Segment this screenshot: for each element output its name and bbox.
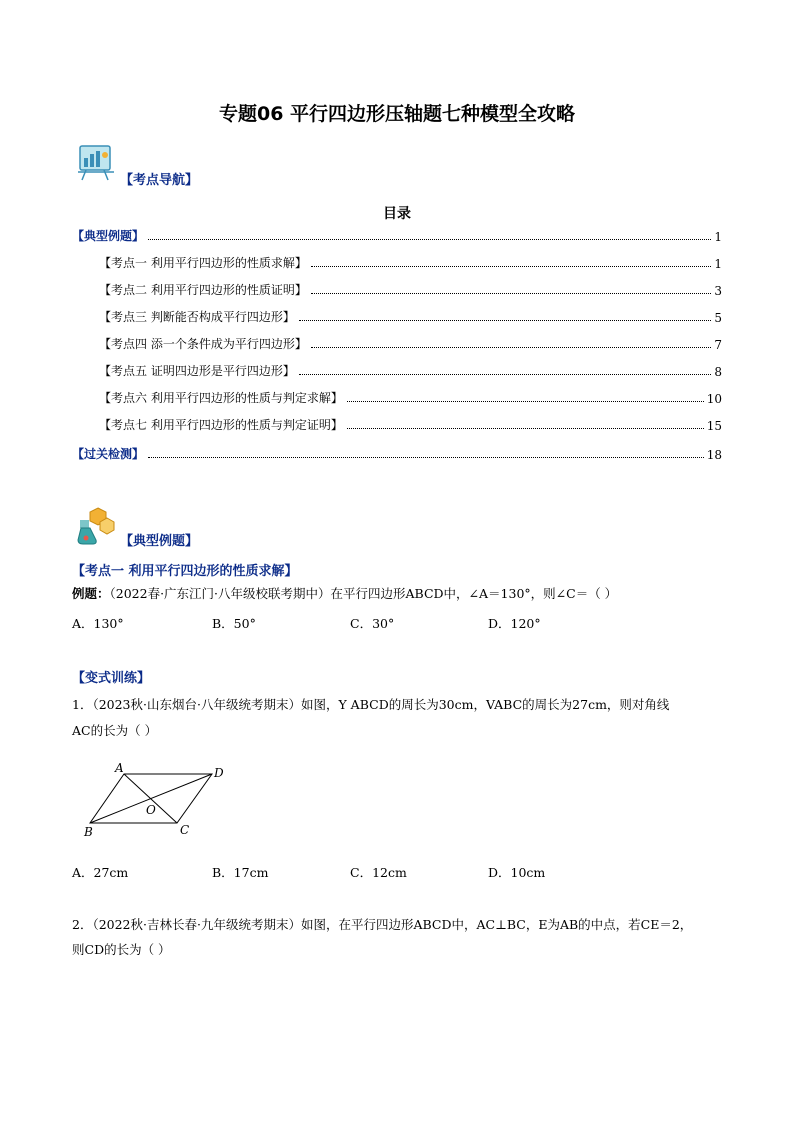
toc-item-page: 5 xyxy=(714,311,722,325)
toc-title: 目录 xyxy=(383,206,411,222)
toc-item[interactable] xyxy=(99,415,722,433)
toc-leader xyxy=(299,320,712,321)
toc-item[interactable] xyxy=(99,361,722,379)
q1-option-a[interactable]: A．27cm xyxy=(72,865,129,880)
example-label: 例题： xyxy=(72,586,110,601)
toc-item-page: 15 xyxy=(706,419,722,433)
toc-item-label: 【典型例题】 xyxy=(72,229,145,243)
q2-line-2: 则CD的长为（ ） xyxy=(72,942,171,957)
point-label-a: A xyxy=(115,761,124,775)
toc-leader xyxy=(311,347,712,348)
toc-leader xyxy=(299,374,712,375)
toc-leader xyxy=(347,428,704,429)
toc-item[interactable] xyxy=(72,444,722,462)
toc-item-label: 【考点一 利用平行四边形的性质求解】 xyxy=(99,256,307,270)
toc-item[interactable] xyxy=(99,388,722,406)
toc-item-label: 【考点三 判断能否构成平行四边形】 xyxy=(99,310,295,324)
toc-item[interactable] xyxy=(99,307,722,325)
toc-item-label: 【考点二 利用平行四边形的性质证明】 xyxy=(99,283,307,297)
toc-leader xyxy=(347,401,704,402)
q1-option-c[interactable]: C．12cm xyxy=(350,865,407,880)
toc-item-page: 1 xyxy=(714,230,722,244)
q2-line-1: 2．（2022秋·吉林长春·九年级统考期末）如图，在平行四边形ABCD中，AC⊥BC，E为AB的中点，若CE＝2， xyxy=(72,917,693,932)
presentation-board-icon xyxy=(76,142,116,182)
parallelogram-figure xyxy=(80,760,240,845)
toc-item-page: 1 xyxy=(714,257,722,271)
point-label-c: C xyxy=(180,823,190,837)
example-text: （2022春·广东江门·八年级校联考期中）在平行四边形ABCD中，∠A＝130°，则∠C＝（ ） xyxy=(109,586,618,601)
q1-line-1: 1．（2023秋·山东烟台·八年级统考期末）如图，Y ABCD的周长为30cm，VABC的周长为27cm，则对角线 xyxy=(72,697,670,712)
toc-item[interactable] xyxy=(99,253,722,271)
example-option-d[interactable]: D．120° xyxy=(488,616,541,631)
variant-heading: 【变式训练】 xyxy=(72,671,151,686)
q1-option-d[interactable]: D．10cm xyxy=(488,865,546,880)
q1-option-b[interactable]: B．17cm xyxy=(212,865,269,880)
toc-item-page: 7 xyxy=(714,338,722,352)
nav-heading: 【考点导航】 xyxy=(120,173,199,188)
example-option-a[interactable]: A．130° xyxy=(72,616,124,631)
toc-item-label: 【考点四 添一个条件成为平行四边形】 xyxy=(99,337,307,351)
example-option-c[interactable]: C．30° xyxy=(350,616,395,631)
q1-line-2: AC的长为（ ） xyxy=(72,723,158,738)
toc-item-label: 【考点五 证明四边形是平行四边形】 xyxy=(99,364,295,378)
toc-item[interactable] xyxy=(72,226,722,244)
toc-item-label: 【考点六 利用平行四边形的性质与判定求解】 xyxy=(99,391,343,405)
point-label-d: D xyxy=(214,766,224,780)
toc-leader xyxy=(311,266,712,267)
example-question xyxy=(72,585,617,603)
toc-leader xyxy=(148,239,711,240)
toc-item-page: 18 xyxy=(706,448,722,462)
toc-item-page: 3 xyxy=(714,284,722,298)
toc-item-page: 8 xyxy=(714,365,722,379)
page-title: 专题06 平行四边形压轴题七种模型全攻略 xyxy=(218,103,576,125)
point-label-b: B xyxy=(84,825,93,839)
toc-item-page: 10 xyxy=(706,392,722,406)
point-label-o: O xyxy=(146,803,156,817)
toc-item[interactable] xyxy=(99,334,722,352)
toc-item-label: 【过关检测】 xyxy=(72,447,145,461)
section-heading: 【典型例题】 xyxy=(120,534,199,549)
flask-icon xyxy=(74,504,116,546)
kp1-heading: 【考点一 利用平行四边形的性质求解】 xyxy=(72,564,298,579)
toc-leader xyxy=(311,293,712,294)
example-option-b[interactable]: B．50° xyxy=(212,616,256,631)
toc-item[interactable] xyxy=(99,280,722,298)
toc-item-label: 【考点七 利用平行四边形的性质与判定证明】 xyxy=(99,418,343,432)
toc-leader xyxy=(148,457,704,458)
